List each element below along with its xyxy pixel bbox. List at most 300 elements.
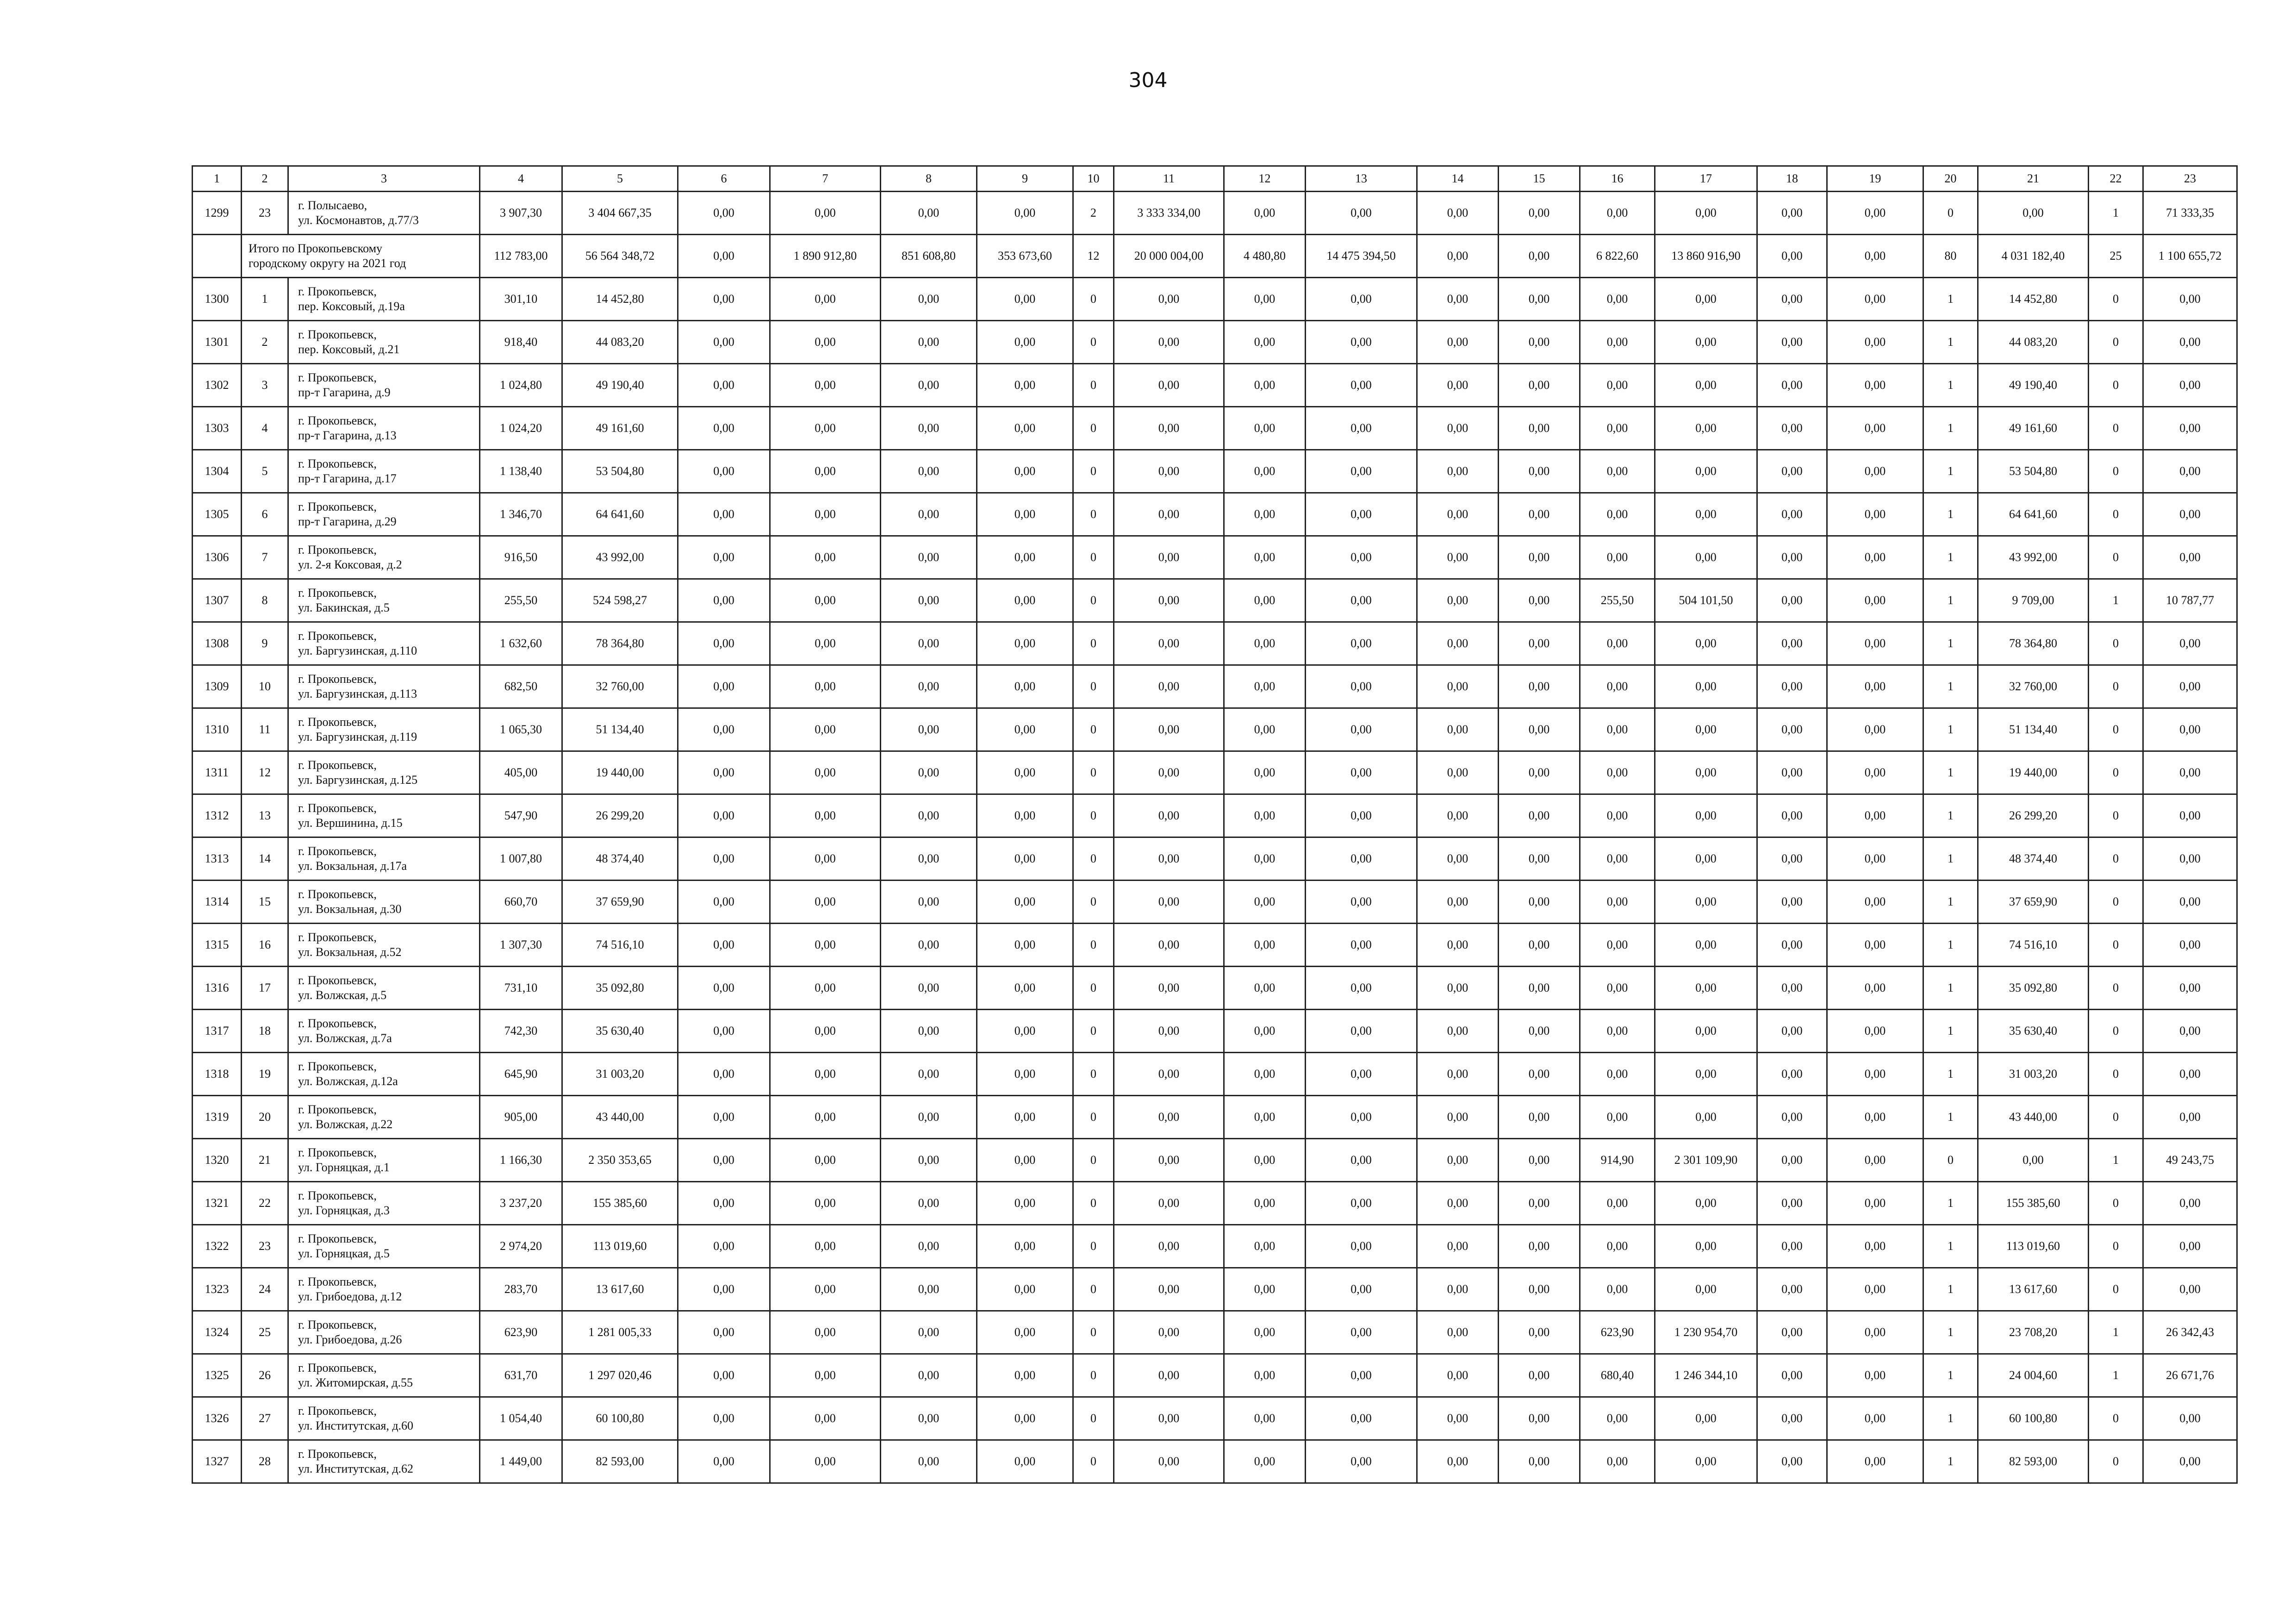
- address-cell: [288, 192, 480, 235]
- address-line1: г. Прокопьевск,: [298, 1447, 377, 1461]
- value-cell: 0,00: [678, 493, 770, 536]
- value-cell: 0,00: [678, 321, 770, 364]
- item-number-cell: 10: [242, 665, 288, 708]
- address-cell: [288, 1397, 480, 1440]
- value-cell: 0,00: [1306, 493, 1417, 536]
- value-cell: 0,00: [1114, 1182, 1224, 1225]
- value-cell: 0,00: [1655, 450, 1757, 493]
- value-cell: 4 480,80: [1224, 235, 1306, 278]
- row-number-cell: 1306: [193, 536, 242, 579]
- value-cell: 1: [1923, 1311, 1978, 1354]
- value-cell: 0,00: [770, 1268, 881, 1311]
- value-cell: 1: [1923, 364, 1978, 407]
- value-cell: 0,00: [1224, 1053, 1306, 1096]
- value-cell: 0,00: [1499, 1311, 1580, 1354]
- item-number-cell: 9: [242, 622, 288, 665]
- value-cell: 0,00: [1417, 321, 1499, 364]
- value-cell: 0,00: [1417, 708, 1499, 751]
- value-cell: 0: [1073, 579, 1114, 622]
- value-cell: 0,00: [2143, 1182, 2237, 1225]
- address-line2: ул. Вокзальная, д.30: [298, 902, 402, 916]
- value-cell: 255,50: [1580, 579, 1655, 622]
- value-cell: 56 564 348,72: [562, 235, 678, 278]
- item-number-cell: 8: [242, 579, 288, 622]
- value-cell: 0,00: [1827, 967, 1923, 1010]
- address-line1: г. Прокопьевск,: [298, 1361, 377, 1374]
- value-cell: 0,00: [1580, 364, 1655, 407]
- value-cell: 3 333 334,00: [1114, 192, 1224, 235]
- address-cell: [288, 751, 480, 794]
- value-cell: 0,00: [1827, 579, 1923, 622]
- value-cell: 64 641,60: [562, 493, 678, 536]
- address-line2: ул. Горняцкая, д.1: [298, 1161, 390, 1174]
- value-cell: 0,00: [977, 708, 1073, 751]
- table-row: [193, 1139, 2237, 1182]
- value-cell: 1: [1923, 967, 1978, 1010]
- value-cell: 547,90: [480, 794, 562, 837]
- address-line1: г. Прокопьевск,: [298, 543, 377, 556]
- value-cell: 43 440,00: [1978, 1096, 2089, 1139]
- value-cell: 0,00: [1827, 1182, 1923, 1225]
- address-line2: ул. 2-я Коксовая, д.2: [298, 558, 402, 571]
- value-cell: 0,00: [1827, 321, 1923, 364]
- data-table: [192, 165, 2238, 1484]
- value-cell: 742,30: [480, 1010, 562, 1053]
- value-cell: 0,00: [1224, 967, 1306, 1010]
- value-cell: 0,00: [770, 1053, 881, 1096]
- value-cell: 0,00: [1224, 1311, 1306, 1354]
- value-cell: 0,00: [977, 1139, 1073, 1182]
- value-cell: 0,00: [1417, 1096, 1499, 1139]
- value-cell: 14 452,80: [562, 278, 678, 321]
- value-cell: 0,00: [1306, 450, 1417, 493]
- value-cell: 0: [1073, 1096, 1114, 1139]
- value-cell: 623,90: [1580, 1311, 1655, 1354]
- value-cell: 0,00: [1827, 1010, 1923, 1053]
- value-cell: 0,00: [977, 1311, 1073, 1354]
- value-cell: 0,00: [977, 1096, 1073, 1139]
- value-cell: 0: [1923, 1139, 1978, 1182]
- value-cell: 12: [1073, 235, 1114, 278]
- value-cell: 0,00: [1580, 1053, 1655, 1096]
- column-header: 8: [881, 166, 977, 192]
- value-cell: 0,00: [1499, 794, 1580, 837]
- value-cell: 49 161,60: [1978, 407, 2089, 450]
- value-cell: 44 083,20: [562, 321, 678, 364]
- value-cell: 3 404 667,35: [562, 192, 678, 235]
- value-cell: 0,00: [1114, 837, 1224, 881]
- column-header: 15: [1499, 166, 1580, 192]
- value-cell: 0,00: [1499, 450, 1580, 493]
- value-cell: 623,90: [480, 1311, 562, 1354]
- value-cell: 14 452,80: [1978, 278, 2089, 321]
- value-cell: 0,00: [1757, 665, 1827, 708]
- value-cell: 0,00: [1224, 794, 1306, 837]
- value-cell: 0: [2089, 1010, 2143, 1053]
- value-cell: 0,00: [1757, 579, 1827, 622]
- value-cell: 60 100,80: [1978, 1397, 2089, 1440]
- value-cell: 0,00: [1655, 665, 1757, 708]
- value-cell: 0,00: [881, 1354, 977, 1397]
- address-line2: пр-т Гагарина, д.13: [298, 429, 397, 442]
- value-cell: 0,00: [1306, 1354, 1417, 1397]
- value-cell: 0,00: [1417, 1268, 1499, 1311]
- value-cell: 1: [1923, 1182, 1978, 1225]
- value-cell: 0,00: [1827, 665, 1923, 708]
- address-line2: ул. Горняцкая, д.3: [298, 1204, 390, 1217]
- column-header: 11: [1114, 166, 1224, 192]
- value-cell: 0,00: [1827, 924, 1923, 967]
- address-cell: [288, 708, 480, 751]
- value-cell: 0,00: [1114, 1397, 1224, 1440]
- value-cell: 0,00: [1978, 192, 2089, 235]
- value-cell: 0,00: [770, 622, 881, 665]
- value-cell: 0,00: [1757, 364, 1827, 407]
- value-cell: 113 019,60: [562, 1225, 678, 1268]
- value-cell: 35 092,80: [562, 967, 678, 1010]
- column-header: 18: [1757, 166, 1827, 192]
- value-cell: 0,00: [1306, 321, 1417, 364]
- value-cell: 0: [1073, 278, 1114, 321]
- value-cell: 0,00: [678, 1225, 770, 1268]
- table-row: [193, 407, 2237, 450]
- item-number-cell: 17: [242, 967, 288, 1010]
- value-cell: 0: [1073, 924, 1114, 967]
- value-cell: 0: [1073, 407, 1114, 450]
- row-number-cell: 1299: [193, 192, 242, 235]
- value-cell: 0,00: [678, 278, 770, 321]
- value-cell: 1: [1923, 622, 1978, 665]
- table-row: [193, 1225, 2237, 1268]
- value-cell: 0,00: [1757, 278, 1827, 321]
- value-cell: 0: [2089, 1440, 2143, 1483]
- value-cell: 80: [1923, 235, 1978, 278]
- value-cell: 0,00: [1114, 1139, 1224, 1182]
- value-cell: 0,00: [1224, 924, 1306, 967]
- value-cell: 0,00: [977, 751, 1073, 794]
- value-cell: 0,00: [678, 364, 770, 407]
- value-cell: 0,00: [1224, 1096, 1306, 1139]
- value-cell: 0,00: [770, 794, 881, 837]
- table-row: [193, 192, 2237, 235]
- address-line2: ул. Грибоедова, д.26: [298, 1333, 402, 1346]
- value-cell: 0,00: [1827, 794, 1923, 837]
- value-cell: 1: [1923, 278, 1978, 321]
- address-line2: пер. Коксовый, д.19а: [298, 300, 405, 313]
- value-cell: 25: [2089, 235, 2143, 278]
- table-row: [193, 794, 2237, 837]
- value-cell: 0,00: [881, 967, 977, 1010]
- value-cell: 0,00: [881, 1182, 977, 1225]
- value-cell: 0,00: [1224, 622, 1306, 665]
- value-cell: 0,00: [977, 881, 1073, 924]
- value-cell: 1: [1923, 321, 1978, 364]
- value-cell: 0,00: [678, 924, 770, 967]
- value-cell: 0,00: [1417, 967, 1499, 1010]
- value-cell: 0,00: [881, 751, 977, 794]
- value-cell: 0,00: [770, 708, 881, 751]
- value-cell: 0,00: [977, 794, 1073, 837]
- value-cell: 0,00: [770, 579, 881, 622]
- row-number-cell: 1308: [193, 622, 242, 665]
- value-cell: 353 673,60: [977, 235, 1073, 278]
- value-cell: 64 641,60: [1978, 493, 2089, 536]
- column-header: 3: [288, 166, 480, 192]
- address-line1: г. Прокопьевск,: [298, 371, 377, 384]
- row-number-cell: 1316: [193, 967, 242, 1010]
- address-line1: г. Прокопьевск,: [298, 328, 377, 341]
- value-cell: 0,00: [1114, 536, 1224, 579]
- value-cell: 0,00: [977, 1268, 1073, 1311]
- value-cell: 0: [1073, 967, 1114, 1010]
- value-cell: 0,00: [1306, 1053, 1417, 1096]
- value-cell: 0,00: [2143, 837, 2237, 881]
- value-cell: 0,00: [1757, 1397, 1827, 1440]
- address-line1: г. Прокопьевск,: [298, 285, 377, 298]
- address-cell: [288, 1010, 480, 1053]
- row-number-cell: 1301: [193, 321, 242, 364]
- value-cell: 0: [1073, 837, 1114, 881]
- value-cell: 0,00: [678, 1397, 770, 1440]
- value-cell: 0,00: [1417, 751, 1499, 794]
- value-cell: 680,40: [1580, 1354, 1655, 1397]
- table-row: [193, 1354, 2237, 1397]
- value-cell: 0,00: [678, 1268, 770, 1311]
- item-number-cell: 3: [242, 364, 288, 407]
- value-cell: 0,00: [2143, 1010, 2237, 1053]
- item-number-cell: 25: [242, 1311, 288, 1354]
- value-cell: 0,00: [881, 1311, 977, 1354]
- column-header: 9: [977, 166, 1073, 192]
- value-cell: 0: [2089, 1096, 2143, 1139]
- row-number-cell: 1321: [193, 1182, 242, 1225]
- value-cell: 0,00: [1499, 493, 1580, 536]
- value-cell: 0,00: [1224, 450, 1306, 493]
- value-cell: 0: [1073, 493, 1114, 536]
- address-line1: г. Прокопьевск,: [298, 1017, 377, 1030]
- total-label-line2: городскому округу на 2021 год: [249, 256, 406, 270]
- value-cell: 0,00: [1827, 622, 1923, 665]
- value-cell: 0,00: [770, 837, 881, 881]
- value-cell: 0,00: [1580, 881, 1655, 924]
- value-cell: 0,00: [1978, 1139, 2089, 1182]
- value-cell: 0,00: [1580, 1182, 1655, 1225]
- value-cell: 0,00: [1224, 1440, 1306, 1483]
- value-cell: 0,00: [1580, 622, 1655, 665]
- address-cell: [288, 1354, 480, 1397]
- item-number-cell: 6: [242, 493, 288, 536]
- value-cell: 26 299,20: [1978, 794, 2089, 837]
- value-cell: 1: [2089, 1354, 2143, 1397]
- value-cell: 1 307,30: [480, 924, 562, 967]
- address-line1: г. Прокопьевск,: [298, 801, 377, 815]
- value-cell: 0,00: [770, 493, 881, 536]
- value-cell: 0,00: [1306, 622, 1417, 665]
- value-cell: 10 787,77: [2143, 579, 2237, 622]
- value-cell: 0,00: [1114, 1053, 1224, 1096]
- value-cell: 0: [2089, 1182, 2143, 1225]
- value-cell: 0,00: [1114, 1010, 1224, 1053]
- value-cell: 0,00: [1417, 536, 1499, 579]
- value-cell: 0,00: [977, 1440, 1073, 1483]
- value-cell: 0,00: [1499, 579, 1580, 622]
- value-cell: 0,00: [1224, 364, 1306, 407]
- value-cell: 631,70: [480, 1354, 562, 1397]
- value-cell: 0,00: [1417, 364, 1499, 407]
- address-cell: [288, 1225, 480, 1268]
- value-cell: 31 003,20: [562, 1053, 678, 1096]
- value-cell: 0,00: [1417, 407, 1499, 450]
- value-cell: 2 350 353,65: [562, 1139, 678, 1182]
- header-row: [193, 166, 2237, 192]
- value-cell: 37 659,90: [562, 881, 678, 924]
- value-cell: 112 783,00: [480, 235, 562, 278]
- value-cell: 0,00: [1580, 967, 1655, 1010]
- value-cell: 0,00: [1114, 493, 1224, 536]
- value-cell: 0,00: [1827, 278, 1923, 321]
- value-cell: 0: [1923, 192, 1978, 235]
- value-cell: 0,00: [1655, 493, 1757, 536]
- value-cell: 1 230 954,70: [1655, 1311, 1757, 1354]
- value-cell: 0: [1073, 794, 1114, 837]
- address-cell: [288, 407, 480, 450]
- value-cell: 0,00: [1499, 1139, 1580, 1182]
- value-cell: 1: [1923, 665, 1978, 708]
- value-cell: 405,00: [480, 751, 562, 794]
- address-line1: г. Прокопьевск,: [298, 586, 377, 600]
- value-cell: 0,00: [678, 407, 770, 450]
- value-cell: 0,00: [1499, 364, 1580, 407]
- row-number-cell: 1309: [193, 665, 242, 708]
- table-row: [193, 1182, 2237, 1225]
- item-number-cell: 4: [242, 407, 288, 450]
- value-cell: 0,00: [1114, 1354, 1224, 1397]
- value-cell: 0,00: [1757, 751, 1827, 794]
- address-line2: пр-т Гагарина, д.9: [298, 386, 391, 399]
- address-line1: г. Прокопьевск,: [298, 1232, 377, 1245]
- value-cell: 0,00: [1655, 1397, 1757, 1440]
- value-cell: 0,00: [1224, 579, 1306, 622]
- column-header: 4: [480, 166, 562, 192]
- address-line1: г. Прокопьевск,: [298, 715, 377, 729]
- value-cell: 0,00: [1114, 1096, 1224, 1139]
- value-cell: 13 860 916,90: [1655, 235, 1757, 278]
- value-cell: 0,00: [1224, 751, 1306, 794]
- value-cell: 0,00: [678, 192, 770, 235]
- value-cell: 23 708,20: [1978, 1311, 2089, 1354]
- table-row: [193, 321, 2237, 364]
- value-cell: 0,00: [1417, 1139, 1499, 1182]
- column-header: 21: [1978, 166, 2089, 192]
- value-cell: 78 364,80: [562, 622, 678, 665]
- value-cell: 1: [1923, 1268, 1978, 1311]
- table-row: [193, 665, 2237, 708]
- value-cell: 0,00: [678, 837, 770, 881]
- value-cell: 0,00: [1224, 493, 1306, 536]
- value-cell: 74 516,10: [562, 924, 678, 967]
- address-line1: г. Прокопьевск,: [298, 931, 377, 944]
- value-cell: 0,00: [678, 794, 770, 837]
- value-cell: 0: [2089, 1268, 2143, 1311]
- address-cell: [288, 1096, 480, 1139]
- address-line1: г. Прокопьевск,: [298, 974, 377, 987]
- value-cell: 0,00: [1224, 536, 1306, 579]
- value-cell: 13 617,60: [562, 1268, 678, 1311]
- column-header: 17: [1655, 166, 1757, 192]
- value-cell: 1 346,70: [480, 493, 562, 536]
- value-cell: 0,00: [1827, 536, 1923, 579]
- address-line2: ул. Вершинина, д.15: [298, 816, 403, 830]
- address-line2: ул. Вокзальная, д.52: [298, 945, 402, 959]
- value-cell: 0,00: [1499, 708, 1580, 751]
- value-cell: 0,00: [770, 924, 881, 967]
- value-cell: 0,00: [770, 1397, 881, 1440]
- item-number-cell: 21: [242, 1139, 288, 1182]
- address-line2: ул. Волжская, д.12а: [298, 1074, 398, 1088]
- address-cell: [288, 1311, 480, 1354]
- address-line2: ул. Баргузинская, д.113: [298, 687, 417, 700]
- address-line2: ул. Космонавтов, д.77/3: [298, 213, 419, 227]
- value-cell: 0,00: [1655, 536, 1757, 579]
- value-cell: 0,00: [1827, 1354, 1923, 1397]
- item-number-cell: 1: [242, 278, 288, 321]
- value-cell: 0,00: [678, 967, 770, 1010]
- value-cell: 0: [1073, 321, 1114, 364]
- address-line1: г. Прокопьевск,: [298, 1103, 377, 1116]
- value-cell: 0,00: [881, 837, 977, 881]
- table-row: [193, 1440, 2237, 1483]
- value-cell: 0,00: [881, 1268, 977, 1311]
- value-cell: 0,00: [1114, 321, 1224, 364]
- value-cell: 6 822,60: [1580, 235, 1655, 278]
- value-cell: 0,00: [1655, 1268, 1757, 1311]
- value-cell: 0,00: [1417, 192, 1499, 235]
- value-cell: 53 504,80: [1978, 450, 2089, 493]
- value-cell: 0,00: [1306, 1440, 1417, 1483]
- address-line2: ул. Баргузинская, д.119: [298, 730, 417, 743]
- value-cell: 0,00: [1306, 708, 1417, 751]
- value-cell: 0,00: [977, 579, 1073, 622]
- value-cell: 0,00: [770, 1096, 881, 1139]
- value-cell: 0,00: [1655, 708, 1757, 751]
- value-cell: 0,00: [1655, 321, 1757, 364]
- value-cell: 155 385,60: [1978, 1182, 2089, 1225]
- value-cell: 0,00: [1499, 536, 1580, 579]
- value-cell: 0: [1073, 1225, 1114, 1268]
- value-cell: 24 004,60: [1978, 1354, 2089, 1397]
- row-number-cell: 1327: [193, 1440, 242, 1483]
- value-cell: 19 440,00: [562, 751, 678, 794]
- address-cell: [288, 364, 480, 407]
- value-cell: 2: [1073, 192, 1114, 235]
- value-cell: 113 019,60: [1978, 1225, 2089, 1268]
- address-line1: г. Прокопьевск,: [298, 1060, 377, 1073]
- value-cell: 0,00: [1655, 1440, 1757, 1483]
- address-line2: ул. Баргузинская, д.125: [298, 773, 418, 787]
- value-cell: 0,00: [1499, 665, 1580, 708]
- value-cell: 0,00: [1499, 235, 1580, 278]
- value-cell: 1: [1923, 1010, 1978, 1053]
- value-cell: 1 297 020,46: [562, 1354, 678, 1397]
- value-cell: 645,90: [480, 1053, 562, 1096]
- value-cell: 43 992,00: [1978, 536, 2089, 579]
- value-cell: 0,00: [881, 407, 977, 450]
- value-cell: 0,00: [1114, 881, 1224, 924]
- value-cell: 0,00: [1655, 794, 1757, 837]
- address-line1: г. Прокопьевск,: [298, 500, 377, 513]
- table-row: [193, 450, 2237, 493]
- value-cell: 82 593,00: [562, 1440, 678, 1483]
